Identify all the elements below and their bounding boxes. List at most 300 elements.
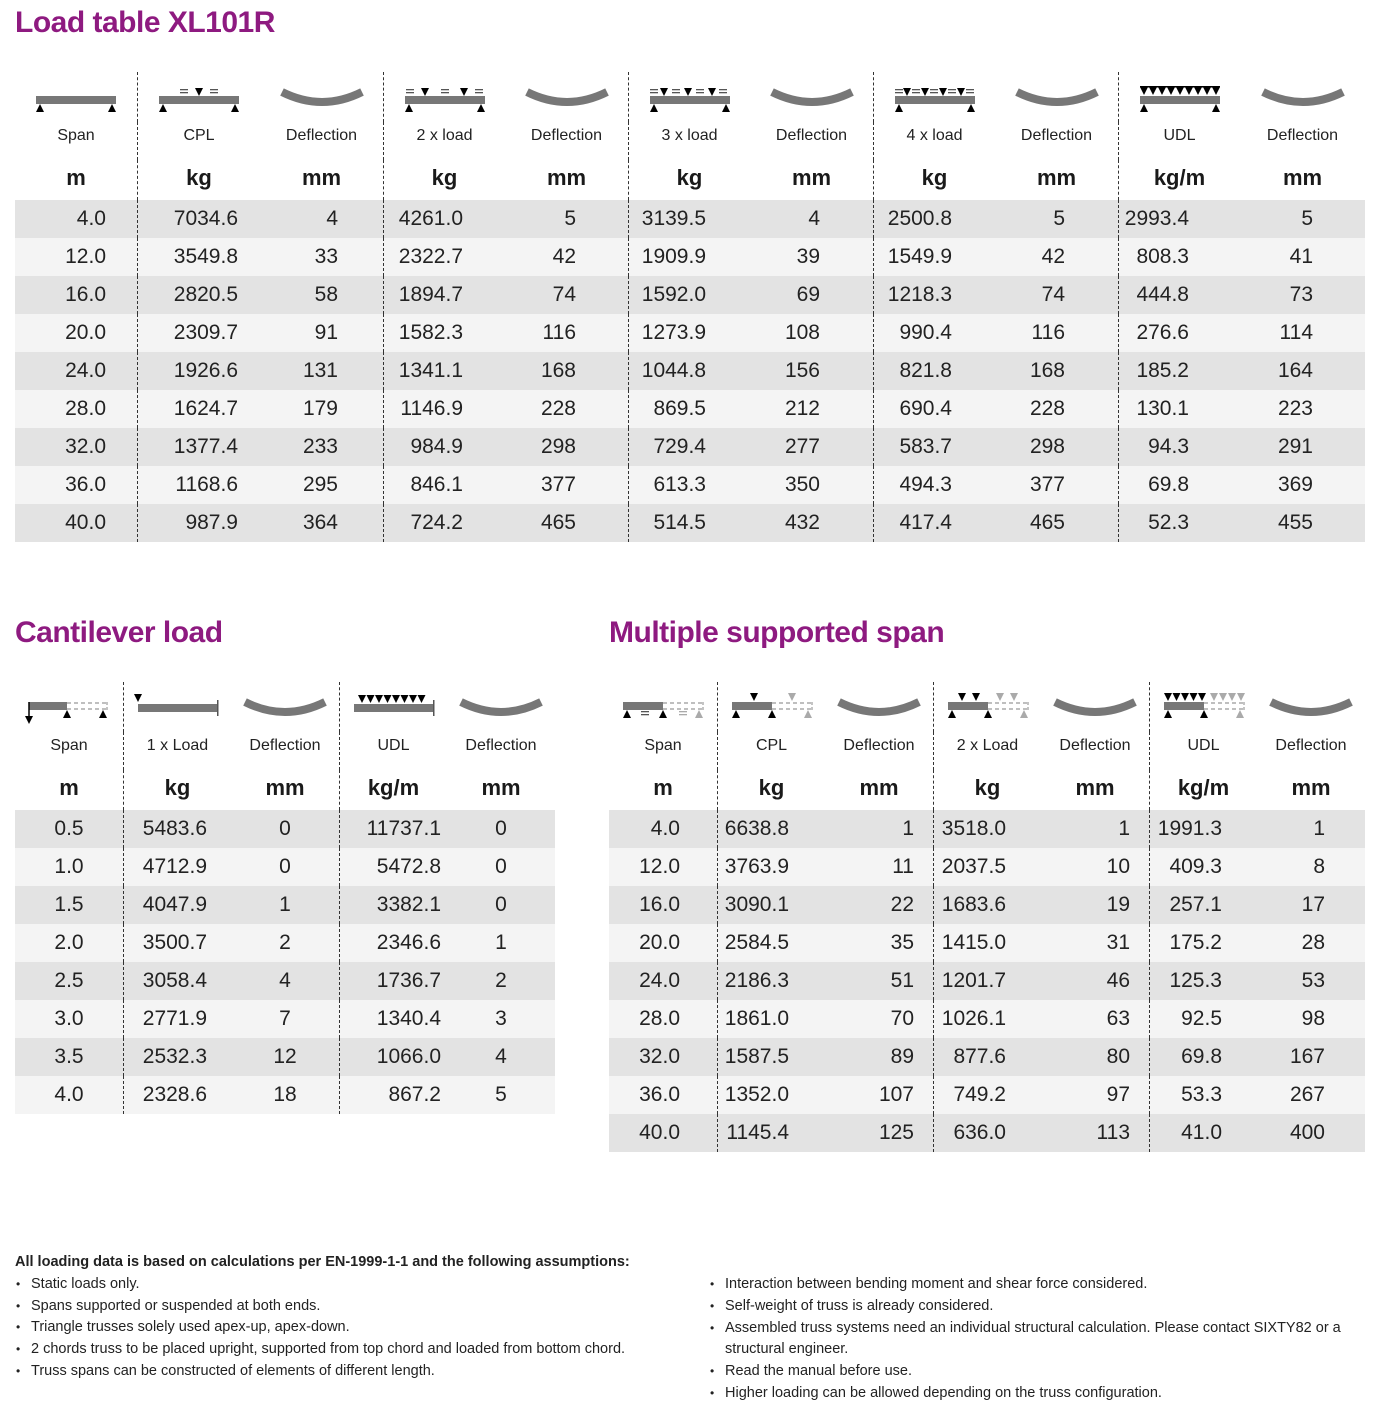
table-row — [15, 848, 555, 886]
notes-right-list — [709, 1274, 1369, 1405]
table-row — [15, 962, 555, 1000]
table-cell: 32.0 — [639, 1045, 680, 1068]
multi-span-uniform-load-icon — [1158, 690, 1250, 724]
table-cell: 73 — [1289, 283, 1313, 306]
table-cell: 97 — [1106, 1083, 1130, 1106]
column-unit: mm — [859, 775, 899, 800]
table-cell: 89 — [890, 1045, 914, 1068]
note-item: • Assembled truss systems need an individual structural calculation. Please contact SIXTY82 or a structural engineer. — [709, 1318, 1369, 1362]
table-cell: 277 — [784, 435, 820, 458]
column-unit: mm — [1036, 165, 1077, 190]
table-cell: 0 — [495, 855, 507, 878]
table-cell: 16.0 — [639, 893, 680, 916]
column-label: 2 x load — [383, 122, 505, 160]
table-cell: 0 — [495, 893, 507, 916]
table-cell: 1592.0 — [628, 276, 750, 314]
column-unit: mm — [1282, 165, 1323, 190]
column-label: UDL — [339, 732, 447, 770]
note-item: • Triangle trusses solely used apex-up, apex-down. — [15, 1317, 695, 1339]
deflection-icon — [995, 72, 1118, 122]
notes-left — [15, 1252, 695, 1383]
table-cell: 69.8 — [1118, 466, 1240, 504]
table-cell: 42 — [552, 245, 576, 268]
table-cell: 4.0 — [650, 817, 680, 840]
table-cell: 1587.5 — [717, 1038, 825, 1076]
table-cell: 92.5 — [1149, 1000, 1257, 1038]
table-cell: 6638.8 — [717, 810, 825, 848]
table-cell: 867.2 — [339, 1076, 447, 1114]
three-point-load-icon — [644, 80, 736, 114]
table-cell: 233 — [302, 435, 338, 458]
multi-span-beam-icon — [609, 682, 717, 732]
table-cell: 1926.6 — [137, 352, 260, 390]
table-row — [15, 810, 555, 848]
table-cell: 4047.9 — [123, 886, 231, 924]
table-cell: 364 — [302, 511, 338, 534]
table-cell: 417.4 — [873, 504, 995, 542]
table-row — [15, 1076, 555, 1114]
table-cell: 350 — [784, 473, 820, 496]
table-cell: 116 — [542, 321, 576, 344]
table-cell: 51 — [890, 969, 914, 992]
table-cell: 724.2 — [383, 504, 505, 542]
note-item: • Self-weight of truss is already considered. — [709, 1296, 1369, 1318]
table-row — [609, 848, 1365, 886]
multi-span-beam-icon — [617, 690, 709, 724]
table-cell: 3763.9 — [717, 848, 825, 886]
table-cell: 869.5 — [628, 390, 750, 428]
table-row — [609, 1076, 1365, 1114]
column-unit: mm — [481, 775, 521, 800]
deflection-icon — [750, 72, 873, 122]
four-point-load-icon — [873, 72, 995, 122]
table-cell: 2500.8 — [873, 200, 995, 238]
table-cell: 3500.7 — [123, 924, 231, 962]
table-cell: 5 — [564, 207, 576, 230]
cantilever-point-load-icon — [132, 690, 224, 724]
header-units-row — [15, 770, 555, 810]
table-cell: 20.0 — [65, 321, 106, 344]
table-cell: 3549.8 — [137, 238, 260, 276]
table-cell: 39 — [796, 245, 820, 268]
table-cell: 377 — [1029, 473, 1065, 496]
table-cell: 168 — [540, 359, 576, 382]
cantilever-point-load-icon — [123, 682, 231, 732]
table-cell: 35 — [890, 931, 914, 954]
table-cell: 846.1 — [383, 466, 505, 504]
table-cell: 2993.4 — [1118, 200, 1240, 238]
main-load-table — [15, 72, 1365, 542]
column-unit: mm — [791, 165, 832, 190]
table-cell: 257.1 — [1149, 886, 1257, 924]
column-label: Deflection — [1059, 737, 1131, 754]
table-cell: 28.0 — [65, 397, 106, 420]
column-unit: kg — [628, 160, 750, 200]
cantilever-beam-icon — [15, 682, 123, 732]
table-cell: 1026.1 — [933, 1000, 1041, 1038]
table-row — [15, 276, 1365, 314]
table-cell: 4 — [495, 1045, 507, 1068]
table-cell: 1.0 — [54, 855, 84, 878]
table-cell: 131 — [302, 359, 338, 382]
uniform-load-icon — [1118, 72, 1240, 122]
table-cell: 11 — [892, 855, 914, 878]
table-cell: 5 — [495, 1083, 507, 1106]
table-cell: 12.0 — [65, 245, 106, 268]
table-cell: 1624.7 — [137, 390, 260, 428]
multiple-span-load-table — [609, 682, 1365, 1152]
column-unit: kg — [123, 770, 231, 810]
table-cell: 4 — [326, 207, 338, 230]
table-cell: 3 — [495, 1007, 507, 1030]
table-row — [609, 1000, 1365, 1038]
table-cell: 636.0 — [933, 1114, 1041, 1152]
table-cell: 2.0 — [54, 931, 84, 954]
table-cell: 821.8 — [873, 352, 995, 390]
table-cell: 5483.6 — [123, 810, 231, 848]
deflection-icon — [1257, 682, 1365, 732]
note-item: • Read the manual before use. — [709, 1361, 1369, 1383]
table-cell: 369 — [1277, 473, 1313, 496]
column-unit: kg — [873, 160, 995, 200]
column-label: Deflection — [530, 127, 603, 144]
column-label: Span — [50, 737, 88, 754]
table-cell: 19 — [1106, 893, 1130, 916]
table-cell: 2584.5 — [717, 924, 825, 962]
table-cell: 114 — [1279, 321, 1313, 344]
table-cell: 1145.4 — [717, 1114, 825, 1152]
cantilever-title: Cantilever load — [15, 616, 223, 649]
column-label: Span — [57, 127, 95, 144]
note-item: • Truss spans can be constructed of elements of different length. — [15, 1361, 695, 1383]
table-cell: 8 — [1313, 855, 1325, 878]
table-row — [15, 924, 555, 962]
table-cell: 2771.9 — [123, 1000, 231, 1038]
table-cell: 1 — [1313, 817, 1325, 840]
table-cell: 175.2 — [1149, 924, 1257, 962]
table-row — [15, 238, 1365, 276]
table-cell: 228 — [540, 397, 576, 420]
table-cell: 74 — [1041, 283, 1065, 306]
multi-span-two-load-icon — [933, 682, 1041, 732]
table-cell: 2532.3 — [123, 1038, 231, 1076]
table-row — [15, 1000, 555, 1038]
table-cell: 3090.1 — [717, 886, 825, 924]
note-item: • Static loads only. — [15, 1274, 695, 1296]
header-icons-row — [15, 72, 1365, 122]
table-cell: 22 — [890, 893, 914, 916]
center-point-load-icon — [153, 80, 245, 114]
table-cell: 276.6 — [1118, 314, 1240, 352]
table-cell: 24.0 — [65, 359, 106, 382]
table-cell: 0 — [279, 855, 291, 878]
table-row — [15, 466, 1365, 504]
table-cell: 28 — [1301, 931, 1325, 954]
table-cell: 2 — [495, 969, 507, 992]
table-cell: 46 — [1106, 969, 1130, 992]
table-cell: 1146.9 — [383, 390, 505, 428]
header-icons-row — [15, 682, 555, 732]
table-row — [15, 314, 1365, 352]
table-cell: 11737.1 — [339, 810, 447, 848]
table-cell: 808.3 — [1118, 238, 1240, 276]
center-point-load-icon — [137, 72, 260, 122]
deflection-icon — [825, 682, 933, 732]
table-cell: 494.3 — [873, 466, 995, 504]
table-cell: 3139.5 — [628, 200, 750, 238]
column-label: 2 x Load — [933, 732, 1041, 770]
table-cell: 4.0 — [54, 1083, 84, 1106]
deflection-icon — [766, 80, 858, 114]
table-cell: 17 — [1301, 893, 1325, 916]
column-label: Deflection — [1275, 737, 1347, 754]
table-cell: 1201.7 — [933, 962, 1041, 1000]
multi-span-uniform-load-icon — [1149, 682, 1257, 732]
table-cell: 2309.7 — [137, 314, 260, 352]
column-label: CPL — [137, 122, 260, 160]
column-label: Span — [644, 737, 682, 754]
table-cell: 53.3 — [1149, 1076, 1257, 1114]
table-cell: 1991.3 — [1149, 810, 1257, 848]
table-row — [609, 810, 1365, 848]
table-cell: 990.4 — [873, 314, 995, 352]
column-label: Deflection — [1266, 127, 1339, 144]
uniform-load-icon — [1134, 80, 1226, 114]
deflection-icon — [1257, 80, 1349, 114]
column-unit: m — [59, 775, 79, 800]
table-cell: 4 — [808, 207, 820, 230]
table-cell: 185.2 — [1118, 352, 1240, 390]
table-cell: 690.4 — [873, 390, 995, 428]
table-cell: 7034.6 — [137, 200, 260, 238]
table-cell: 1218.3 — [873, 276, 995, 314]
table-cell: 2820.5 — [137, 276, 260, 314]
table-cell: 167 — [1289, 1045, 1325, 1068]
table-cell: 1549.9 — [873, 238, 995, 276]
table-cell: 108 — [784, 321, 820, 344]
table-cell: 3.0 — [54, 1007, 84, 1030]
header-labels-row — [15, 732, 555, 770]
table-cell: 168 — [1029, 359, 1065, 382]
table-cell: 18 — [273, 1083, 297, 1106]
note-item: • Higher loading can be allowed depending on the truss configuration. — [709, 1383, 1369, 1405]
table-row — [609, 886, 1365, 924]
table-cell: 729.4 — [628, 428, 750, 466]
column-unit: kg — [933, 770, 1041, 810]
table-cell: 400 — [1289, 1121, 1325, 1144]
table-cell: 0 — [279, 817, 291, 840]
table-cell: 295 — [302, 473, 338, 496]
table-cell: 0 — [495, 817, 507, 840]
table-cell: 69 — [796, 283, 820, 306]
column-unit: mm — [1075, 775, 1115, 800]
column-label: 3 x load — [628, 122, 750, 160]
header-icons-row — [609, 682, 1365, 732]
table-cell: 1582.3 — [383, 314, 505, 352]
column-label: Deflection — [249, 737, 321, 754]
table-row — [15, 1038, 555, 1076]
table-cell: 291 — [1277, 435, 1313, 458]
table-cell: 156 — [784, 359, 820, 382]
four-point-load-icon — [889, 80, 981, 114]
table-cell: 98 — [1301, 1007, 1325, 1030]
column-label: CPL — [717, 732, 825, 770]
table-cell: 7 — [279, 1007, 291, 1030]
table-row — [15, 504, 1365, 542]
table-cell: 20.0 — [639, 931, 680, 954]
table-row — [609, 924, 1365, 962]
header-units-row — [15, 160, 1365, 200]
multiple-span-title: Multiple supported span — [609, 616, 945, 649]
deflection-icon — [455, 690, 547, 724]
table-cell: 465 — [540, 511, 576, 534]
cantilever-uniform-load-icon — [339, 682, 447, 732]
table-cell: 36.0 — [639, 1083, 680, 1106]
two-point-load-icon — [383, 72, 505, 122]
multi-span-two-load-icon — [942, 690, 1034, 724]
table-cell: 1894.7 — [383, 276, 505, 314]
table-cell: 4.0 — [76, 207, 106, 230]
table-cell: 1683.6 — [933, 886, 1041, 924]
table-cell: 1736.7 — [339, 962, 447, 1000]
multi-span-point-load-icon — [726, 690, 818, 724]
table-cell: 3.5 — [54, 1045, 84, 1068]
notes-right — [709, 1274, 1369, 1405]
note-item: • Interaction between bending moment and shear force considered. — [709, 1274, 1369, 1296]
table-row — [15, 352, 1365, 390]
table-cell: 80 — [1106, 1045, 1130, 1068]
two-point-load-icon — [399, 80, 491, 114]
table-cell: 987.9 — [137, 504, 260, 542]
table-cell: 40.0 — [65, 511, 106, 534]
table-cell: 613.3 — [628, 466, 750, 504]
table-cell: 53 — [1301, 969, 1325, 992]
table-cell: 69.8 — [1149, 1038, 1257, 1076]
table-cell: 33 — [314, 245, 338, 268]
table-cell: 455 — [1277, 511, 1313, 534]
table-cell: 1377.4 — [137, 428, 260, 466]
table-cell: 2346.6 — [339, 924, 447, 962]
table-cell: 1 — [1118, 817, 1130, 840]
simple-beam-icon — [30, 80, 122, 114]
column-unit: kg — [717, 770, 825, 810]
column-label: Deflection — [285, 127, 358, 144]
notes-left-list — [15, 1274, 695, 1383]
cantilever-load-table — [15, 682, 555, 1114]
table-cell: 31 — [1106, 931, 1130, 954]
column-label: UDL — [1149, 732, 1257, 770]
cantilever-beam-icon — [23, 690, 115, 724]
table-cell: 42 — [1041, 245, 1065, 268]
table-cell: 41 — [1289, 245, 1313, 268]
table-cell: 16.0 — [65, 283, 106, 306]
table-cell: 1861.0 — [717, 1000, 825, 1038]
table-cell: 3518.0 — [933, 810, 1041, 848]
column-label: Deflection — [775, 127, 848, 144]
table-cell: 125 — [878, 1121, 914, 1144]
table-cell: 28.0 — [639, 1007, 680, 1030]
table-row — [609, 1114, 1365, 1152]
table-cell: 125.3 — [1149, 962, 1257, 1000]
table-cell: 583.7 — [873, 428, 995, 466]
deflection-icon — [1011, 80, 1103, 114]
table-cell: 432 — [784, 511, 820, 534]
column-unit: kg/m — [1149, 770, 1257, 810]
header-labels-row — [609, 732, 1365, 770]
table-cell: 514.5 — [628, 504, 750, 542]
table-cell: 465 — [1029, 511, 1065, 534]
column-unit: kg/m — [1118, 160, 1240, 200]
table-cell: 984.9 — [383, 428, 505, 466]
table-cell: 107 — [878, 1083, 914, 1106]
table-cell: 377 — [540, 473, 576, 496]
table-cell: 267 — [1289, 1083, 1325, 1106]
column-unit: kg — [137, 160, 260, 200]
header-labels-row — [15, 122, 1365, 160]
table-cell: 52.3 — [1118, 504, 1240, 542]
notes-heading: All loading data is based on calculations per EN-1999-1-1 and the following assumptions: — [15, 1254, 630, 1270]
table-row — [609, 962, 1365, 1000]
table-cell: 3058.4 — [123, 962, 231, 1000]
table-cell: 1340.4 — [339, 1000, 447, 1038]
table-cell: 1352.0 — [717, 1076, 825, 1114]
column-label: Deflection — [1020, 127, 1093, 144]
table-cell: 179 — [302, 397, 338, 420]
table-cell: 0.5 — [54, 817, 84, 840]
table-cell: 12.0 — [639, 855, 680, 878]
table-cell: 1168.6 — [137, 466, 260, 504]
table-cell: 2.5 — [54, 969, 84, 992]
table-cell: 4261.0 — [383, 200, 505, 238]
table-cell: 1.5 — [54, 893, 84, 916]
table-cell: 1909.9 — [628, 238, 750, 276]
table-cell: 12 — [273, 1045, 297, 1068]
column-label: Deflection — [843, 737, 915, 754]
table-row — [15, 390, 1365, 428]
table-cell: 70 — [890, 1007, 914, 1030]
table-row — [15, 200, 1365, 238]
table-row — [609, 1038, 1365, 1076]
table-cell: 24.0 — [639, 969, 680, 992]
table-cell: 5 — [1053, 207, 1065, 230]
table-cell: 10 — [1106, 855, 1130, 878]
page-title: Load table XL101R — [15, 6, 275, 39]
table-cell: 36.0 — [65, 473, 106, 496]
table-cell: 1044.8 — [628, 352, 750, 390]
column-unit: mm — [301, 165, 342, 190]
table-cell: 749.2 — [933, 1076, 1041, 1114]
table-cell: 116 — [1031, 321, 1065, 344]
deflection-icon — [521, 80, 613, 114]
three-point-load-icon — [628, 72, 750, 122]
column-unit: mm — [265, 775, 305, 800]
table-cell: 2037.5 — [933, 848, 1041, 886]
note-item: • Spans supported or suspended at both ends. — [15, 1296, 695, 1318]
table-cell: 58 — [314, 283, 338, 306]
deflection-icon — [833, 690, 925, 724]
column-label: UDL — [1118, 122, 1240, 160]
note-item: • 2 chords truss to be placed upright, supported from top chord and loaded from bottom chord. — [15, 1339, 695, 1361]
table-cell: 4712.9 — [123, 848, 231, 886]
table-row — [15, 886, 555, 924]
deflection-icon — [1240, 72, 1365, 122]
table-cell: 298 — [1029, 435, 1065, 458]
column-unit: mm — [546, 165, 587, 190]
table-cell: 4 — [279, 969, 291, 992]
table-cell: 5472.8 — [339, 848, 447, 886]
table-cell: 1066.0 — [339, 1038, 447, 1076]
table-cell: 41.0 — [1149, 1114, 1257, 1152]
